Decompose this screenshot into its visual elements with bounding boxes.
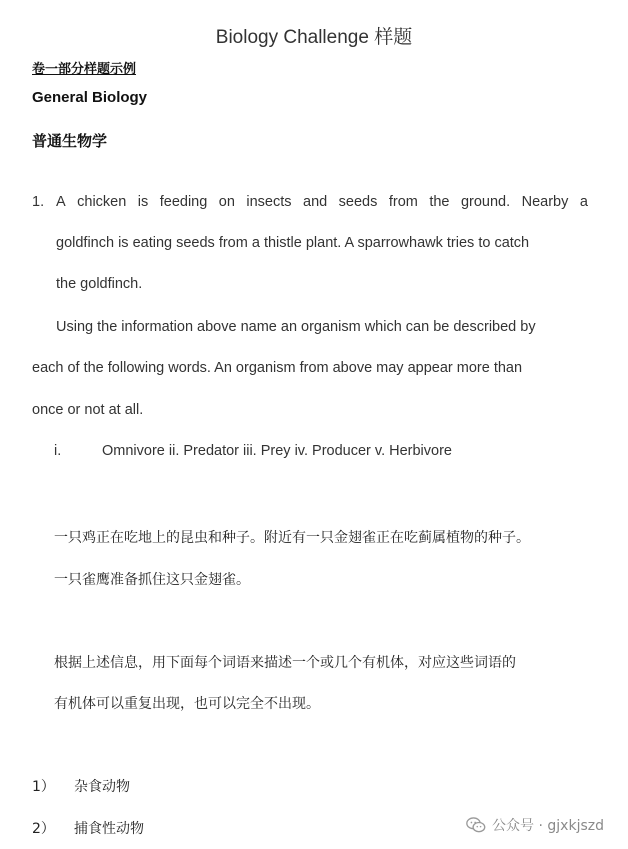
heading-chinese: 普通生物学 <box>32 132 108 150</box>
question-line-1-word: Nearby <box>521 194 569 210</box>
watermark <box>466 815 604 835</box>
list-item-2-text: 捕食性动物 <box>74 821 144 837</box>
question-line-4: Using the information above name an organism which can be described by <box>56 319 536 335</box>
question-line-1-word: the <box>429 194 450 210</box>
watermark-label: 公众号 · gjxkjszd <box>492 818 604 834</box>
question-number: 1. <box>32 194 45 210</box>
question-line-1-word: seeds <box>338 194 378 210</box>
question-line-1 <box>56 194 588 210</box>
question-line-1-word: ground. <box>460 194 511 210</box>
question-line-1-word: a <box>579 194 588 210</box>
question-line-3: the goldfinch. <box>56 276 143 292</box>
heading-english: General Biology <box>32 89 148 106</box>
options-list: Omnivore ii. Predator iii. Prey iv. Producer v. Herbivore <box>102 443 452 459</box>
translation-p2-line2: 有机体可以重复出现，也可以完全不出现。 <box>54 696 320 712</box>
list-item-2-number: 2） <box>32 821 55 837</box>
list-item-1-text: 杂食动物 <box>74 779 130 795</box>
translation-p1-line2: 一只雀鹰准备抓住这只金翅雀。 <box>54 572 250 588</box>
question-line-1-word: A <box>56 194 66 210</box>
question-line-1-word: is <box>137 194 149 210</box>
list-item-1-number: 1） <box>32 779 55 795</box>
options-numeral: i. <box>54 443 62 459</box>
question-line-1-word: feeding <box>159 194 208 210</box>
page-title: Biology Challenge 样题 <box>215 27 413 48</box>
question-line-1-word: from <box>388 194 418 210</box>
section-label: 卷一部分样题示例 <box>32 62 137 77</box>
translation-p2-line1: 根据上述信息，用下面每个词语来描述一个或几个有机体，对应这些词语的 <box>54 655 516 671</box>
question-line-1-word: on <box>218 194 235 210</box>
question-line-5: each of the following words. An organism from above may appear more than <box>32 360 523 376</box>
wechat-icon <box>466 816 486 834</box>
question-line-2: goldfinch is eating seeds from a thistle plant. A sparrowhawk tries to catch <box>56 235 530 251</box>
translation-p1-line1: 一只鸡正在吃地上的昆虫和种子。附近有一只金翅雀正在吃蓟属植物的种子。 <box>54 530 530 546</box>
question-line-1-word: insects <box>246 194 292 210</box>
question-line-1-word: chicken <box>77 194 127 210</box>
question-line-1-word: and <box>303 194 328 210</box>
question-line-6: once or not at all. <box>32 402 144 418</box>
